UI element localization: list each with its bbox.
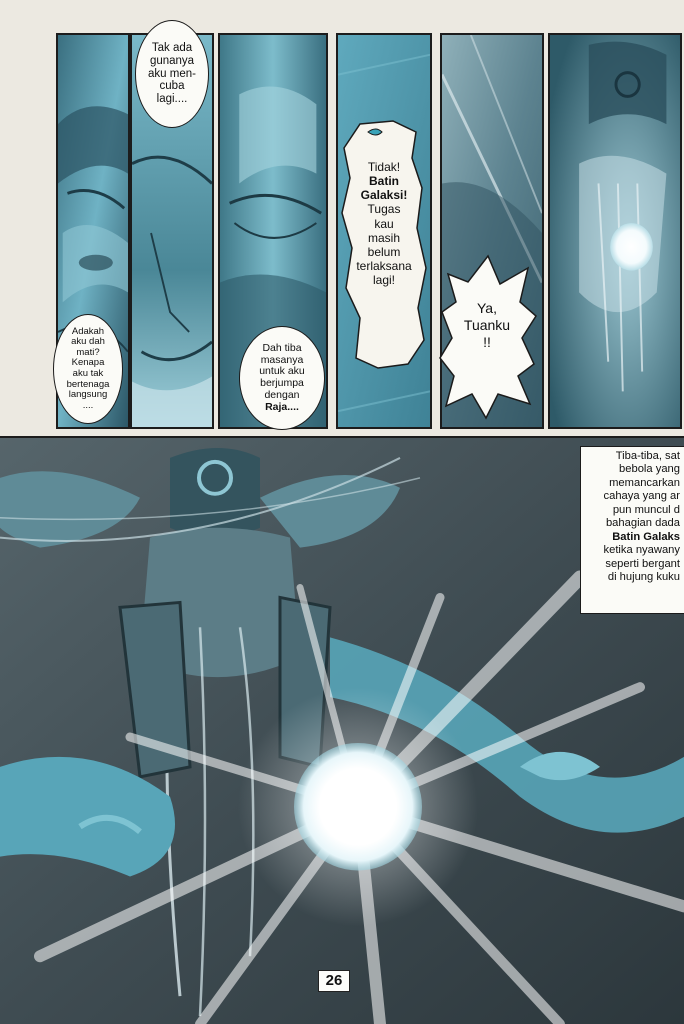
yes-lord-line: !! xyxy=(483,333,491,350)
time-to-meet-line: masanya xyxy=(260,353,304,366)
no-use-line: gunanya xyxy=(149,54,195,67)
panel-king xyxy=(548,33,682,429)
caption-line: bebola yang xyxy=(619,463,680,476)
not-yet-line: Tugas xyxy=(367,202,401,217)
time-to-meet-line: Dah tiba xyxy=(262,341,302,354)
king-panel-art xyxy=(550,35,680,427)
speech-bubble-no-use xyxy=(135,20,209,128)
speech-bubble-not-yet xyxy=(340,160,428,287)
not-yet-line: kau xyxy=(374,216,394,231)
time-to-meet-line: untuk aku xyxy=(259,365,305,378)
narration-caption xyxy=(580,446,684,614)
caption-bold-name: Batin Galaks xyxy=(612,530,680,543)
not-yet-lead: Tidak! xyxy=(367,160,401,174)
caption-line: bahagian dada xyxy=(605,517,680,530)
am-i-dead-line: bertenaga xyxy=(66,378,110,390)
caption-line: ketika nyawany xyxy=(603,544,680,557)
caption-line: pun muncul d xyxy=(612,503,680,516)
speech-bubble-yes-lord xyxy=(442,300,532,350)
no-use-line: cuba xyxy=(159,80,185,93)
no-use-line: aku men- xyxy=(148,67,196,80)
not-yet-line: lagi! xyxy=(372,273,395,288)
am-i-dead-line: aku tak xyxy=(72,368,104,379)
am-i-dead-line: langsung xyxy=(68,389,108,401)
time-to-meet-line: dengan xyxy=(264,388,300,401)
no-use-line: Tak ada xyxy=(151,41,193,54)
caption-line: di hujung kuku xyxy=(607,570,680,583)
not-yet-line: terlaksana xyxy=(356,259,412,274)
not-yet-line: masih xyxy=(367,230,400,245)
time-to-meet-line: berjumpa xyxy=(260,377,304,389)
not-yet-name: Galaksi! xyxy=(360,188,408,203)
caption-line: seperti bergant xyxy=(605,557,680,570)
no-use-line: lagi.... xyxy=(156,93,188,106)
speech-bubble-am-i-dead xyxy=(53,314,123,424)
caption-line: memancarkan xyxy=(609,476,680,489)
time-to-meet-bold: Raja.... xyxy=(265,400,299,413)
am-i-dead-line: mati? xyxy=(76,346,100,358)
page-number: 26 xyxy=(318,970,350,992)
am-i-dead-line: Kenapa xyxy=(71,357,105,369)
yes-lord-line: Tuanku xyxy=(463,316,511,333)
caption-line: cahaya yang ar xyxy=(603,490,680,503)
am-i-dead-line: Adakah xyxy=(71,325,105,337)
am-i-dead-line: aku dah xyxy=(71,336,105,348)
yes-lord-line: Ya, xyxy=(477,300,497,316)
not-yet-name: Batin xyxy=(369,174,399,189)
am-i-dead-line: .... xyxy=(82,399,94,411)
not-yet-line: belum xyxy=(367,244,401,259)
speech-bubble-time-to-meet xyxy=(239,326,325,430)
caption-line: Tiba-tiba, sat xyxy=(615,450,680,462)
